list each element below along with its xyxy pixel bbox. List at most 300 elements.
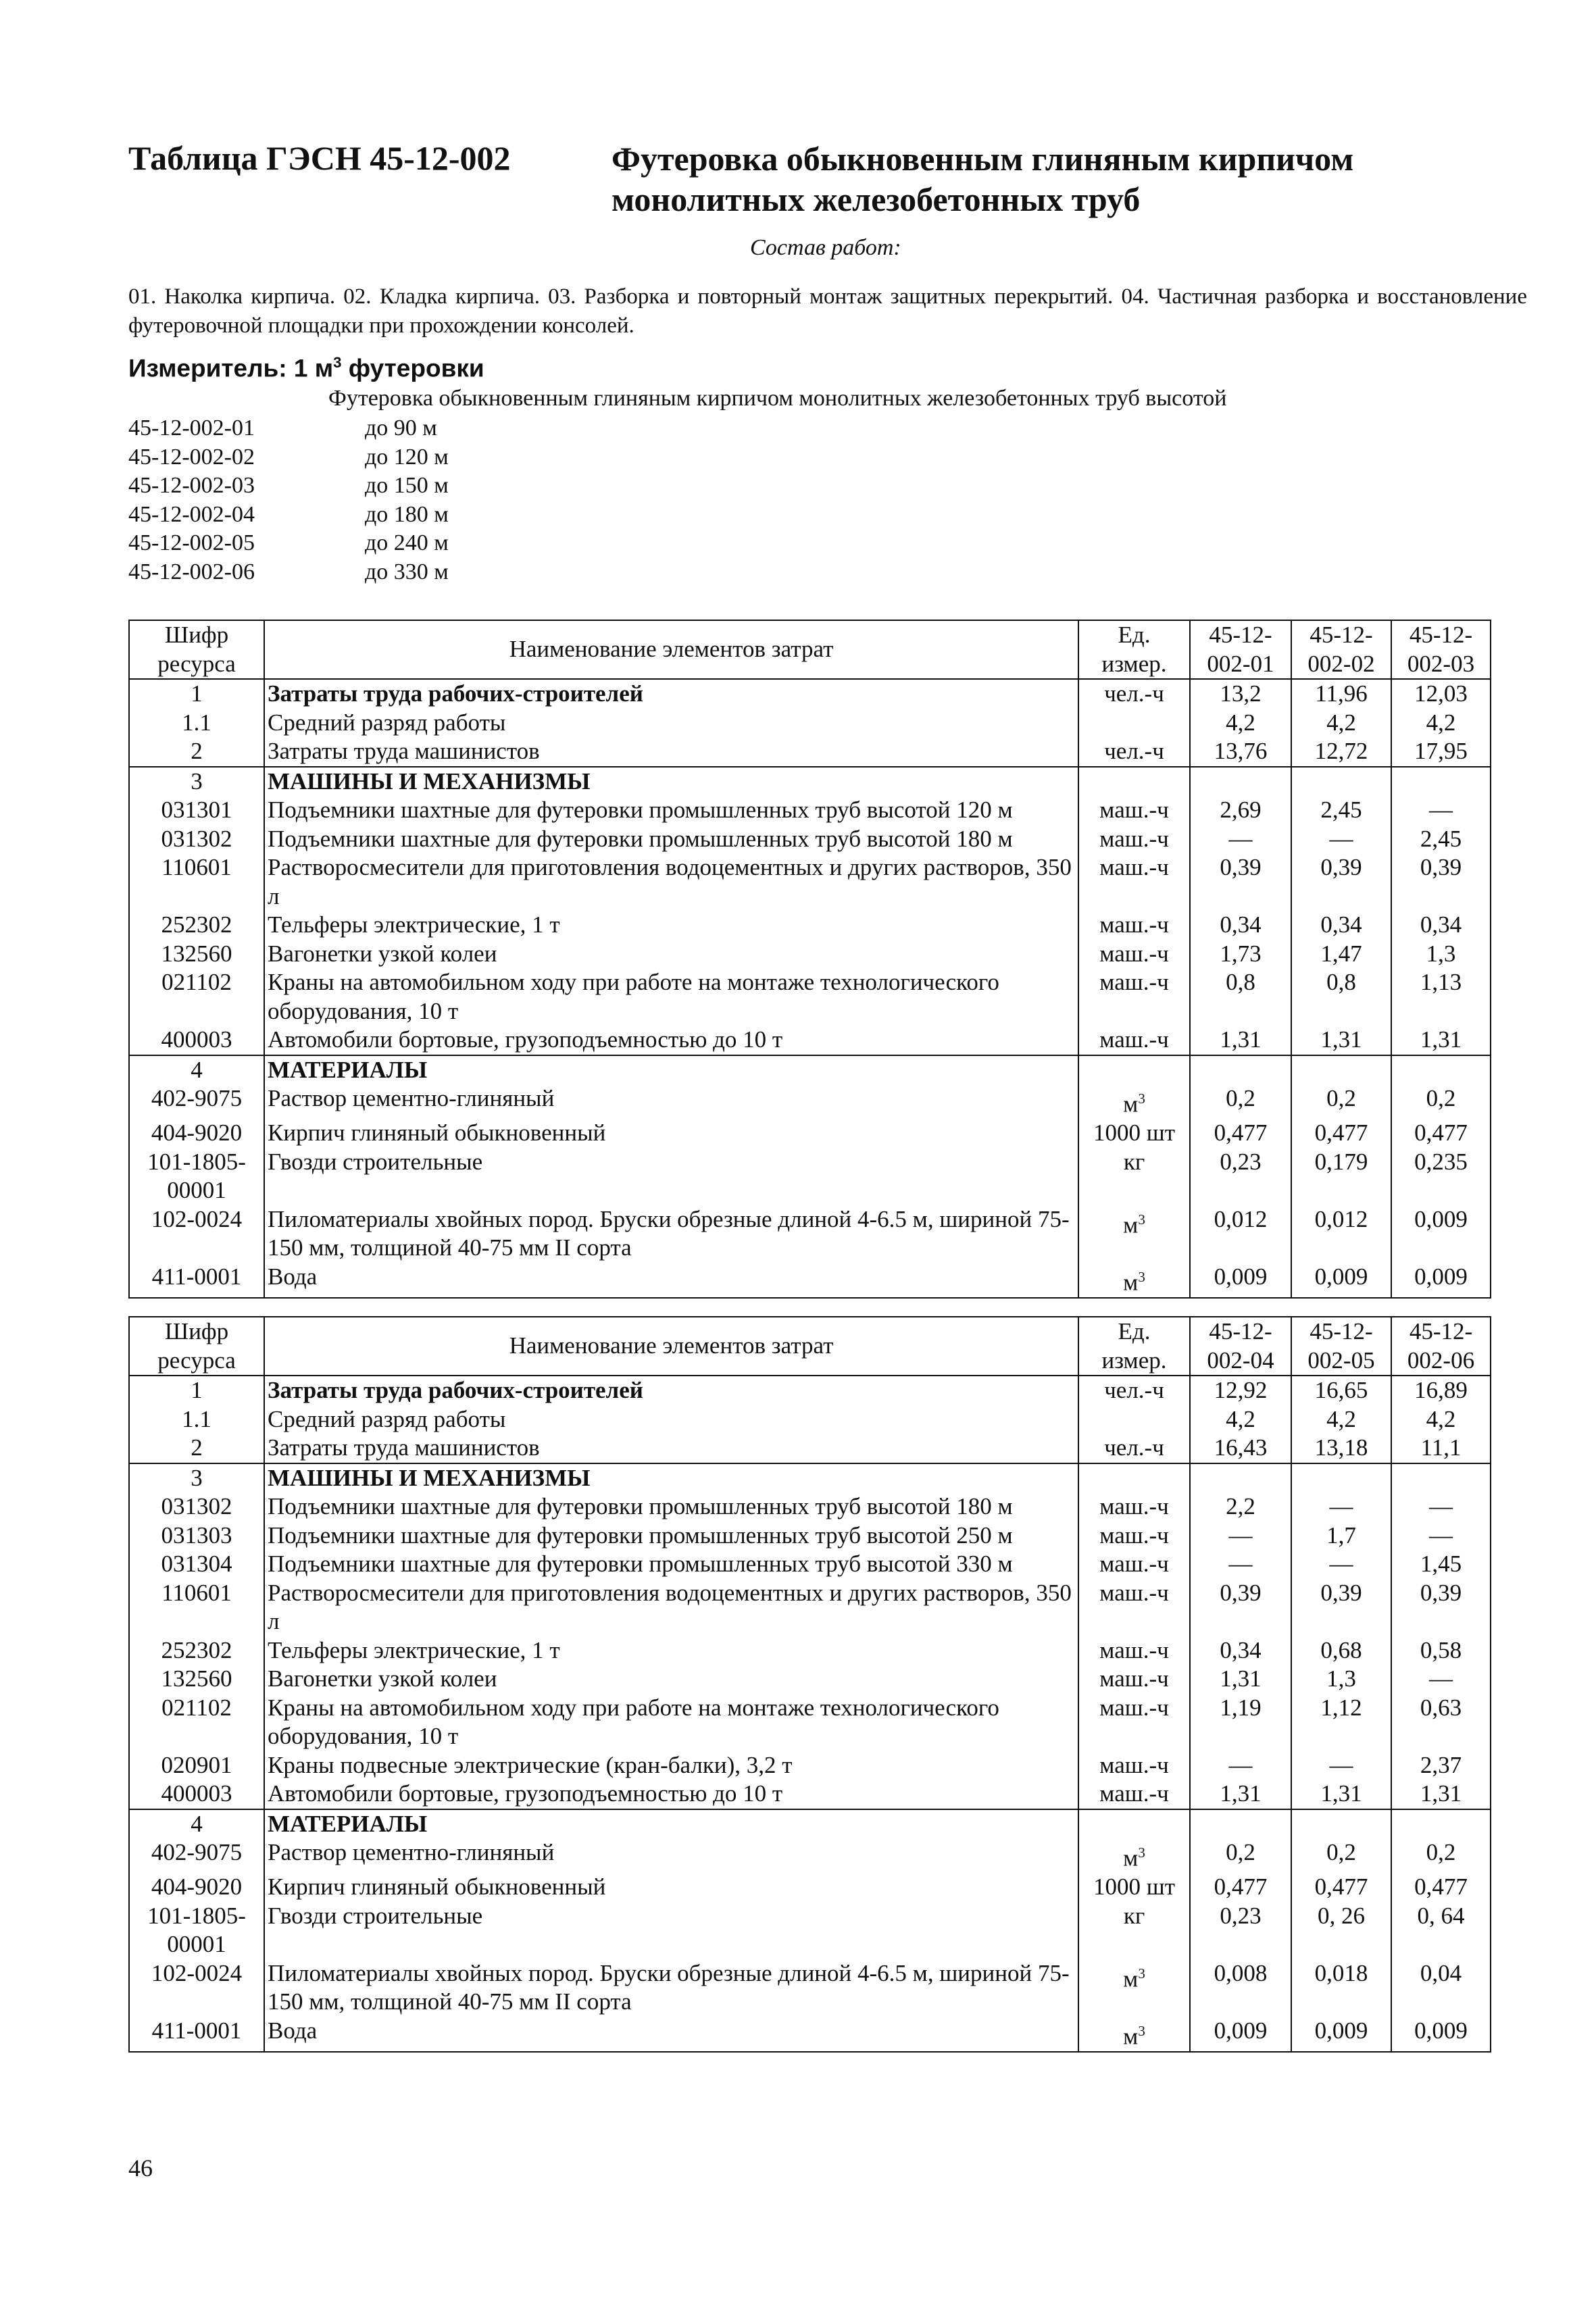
- table-row: [129, 1665, 1491, 1694]
- norm-value: [1391, 1463, 1491, 1493]
- resource-unit: [1078, 1263, 1190, 1298]
- norm-value: 0,009: [1391, 2017, 1491, 2052]
- resource-code: 031303: [129, 1521, 264, 1551]
- unit-text: 1000 шт: [1093, 1120, 1175, 1147]
- norm-value: 0,477: [1391, 1873, 1491, 1902]
- norm-value: 0,009: [1291, 2017, 1391, 2052]
- unit-text: маш.-ч: [1099, 1636, 1169, 1663]
- norm-code: 45-12-002-01: [128, 416, 255, 441]
- work-composition-label: Состав работ:: [750, 235, 901, 260]
- resource-code: 3: [129, 1463, 264, 1493]
- resource-code: 404-9020: [129, 1873, 264, 1902]
- resource-code: 132560: [129, 940, 264, 969]
- norm-value: 4,2: [1291, 1405, 1391, 1434]
- norm-value: 13,2: [1190, 679, 1291, 709]
- header-norm-code: [1391, 620, 1491, 679]
- norm-value: 1,31: [1391, 1780, 1491, 1809]
- norm-code: 45-12-002-02: [128, 444, 255, 470]
- norm-value: 0,8: [1190, 968, 1291, 1026]
- title-line-1: Футеровка обыкновенным глиняным кирпичом: [612, 140, 1354, 178]
- unit-text: маш.-ч: [1099, 1551, 1169, 1577]
- table-row: [129, 1434, 1491, 1463]
- norm-value: 1,3: [1391, 940, 1491, 969]
- norm-value: 4,2: [1190, 709, 1291, 738]
- header-norm-code: [1190, 620, 1291, 679]
- table-header-row: [129, 620, 1491, 679]
- resource-code: 021102: [129, 968, 264, 1026]
- unit-text: маш.-ч: [1099, 969, 1169, 995]
- table-row: [129, 1463, 1491, 1493]
- table-row: [129, 1636, 1491, 1665]
- unit-text: чел.-ч: [1104, 738, 1164, 764]
- norms-list: [128, 414, 449, 586]
- table-row: [129, 911, 1491, 940]
- norm-code: 45-12-002-05: [128, 530, 255, 555]
- unit-text: маш.-ч: [1099, 1579, 1169, 1606]
- norm-value: —: [1391, 796, 1491, 825]
- norm-value: 1,45: [1391, 1550, 1491, 1579]
- norm-value: 1,31: [1391, 1026, 1491, 1055]
- resource-code: 1: [129, 679, 264, 709]
- unit-text: м: [1123, 1269, 1139, 1296]
- norm-value: 0,2: [1291, 1084, 1391, 1119]
- norm-value: 17,95: [1391, 737, 1491, 767]
- resource-unit: [1078, 940, 1190, 969]
- resource-name: Тельферы электрические, 1 т: [264, 911, 1078, 940]
- norm-height: до 180 м: [365, 501, 449, 527]
- norm-value: —: [1190, 1550, 1291, 1579]
- norm-value: —: [1291, 825, 1391, 854]
- norm-value: 0,39: [1391, 853, 1491, 911]
- resource-unit: [1078, 853, 1190, 911]
- resource-name: Подъемники шахтные для футеровки промышленных труб высотой 250 м: [264, 1521, 1078, 1551]
- header-line: 002-04: [1207, 1347, 1274, 1374]
- resource-unit: [1078, 1376, 1190, 1405]
- table-row: [129, 737, 1491, 767]
- header-line: 002-05: [1307, 1347, 1375, 1374]
- table-row: [129, 1026, 1491, 1055]
- resource-code: 400003: [129, 1026, 264, 1055]
- resource-code: 4: [129, 1809, 264, 1839]
- unit-text: маш.-ч: [1099, 1521, 1169, 1549]
- resource-code: 411-0001: [129, 2017, 264, 2052]
- norm-value: 13,76: [1190, 737, 1291, 767]
- unit-sup: 3: [1138, 1844, 1145, 1861]
- resource-code: 102-0024: [129, 1205, 264, 1263]
- norm-value: 0,39: [1190, 1579, 1291, 1636]
- unit-text: маш.-ч: [1099, 1665, 1169, 1692]
- resource-unit: [1078, 911, 1190, 940]
- resource-code: 031302: [129, 1492, 264, 1521]
- resource-name: МАШИНЫ И МЕХАНИЗМЫ: [264, 1463, 1078, 1493]
- norm-value: 12,92: [1190, 1376, 1291, 1405]
- resource-name: Подъемники шахтные для футеровки промышленных труб высотой 180 м: [264, 825, 1078, 854]
- table-header-row: [129, 1317, 1491, 1376]
- resource-code: 110601: [129, 1579, 264, 1636]
- table-row: [129, 1780, 1491, 1809]
- table-title: [612, 139, 1353, 220]
- unit-text: м: [1123, 1090, 1139, 1117]
- resource-code: 2: [129, 737, 264, 767]
- resource-name: Автомобили бортовые, грузоподъемностью до 10 т: [264, 1026, 1078, 1055]
- unit-text: маш.-ч: [1099, 1694, 1169, 1721]
- norm-code: 45-12-002-06: [128, 559, 255, 584]
- resource-name: Средний разряд работы: [264, 1405, 1078, 1434]
- header-code: [129, 620, 264, 679]
- norm-value: 1,7: [1291, 1521, 1391, 1551]
- norm-row: [128, 472, 449, 501]
- unit-text: маш.-ч: [1099, 854, 1169, 880]
- resource-code: 252302: [129, 911, 264, 940]
- header-line: ресурса: [157, 650, 236, 677]
- page-number: 46: [128, 2155, 153, 2182]
- resource-unit: [1078, 1959, 1190, 2017]
- resource-code: 102-0024: [129, 1959, 264, 2017]
- resource-code: 021102: [129, 1694, 264, 1751]
- unit-text: чел.-ч: [1104, 680, 1164, 707]
- norm-value: 0,179: [1291, 1148, 1391, 1205]
- resource-name: Затраты труда машинистов: [264, 737, 1078, 767]
- resource-name: Подъемники шахтные для футеровки промышленных труб высотой 120 м: [264, 796, 1078, 825]
- unit-text: маш.-ч: [1099, 911, 1169, 938]
- norm-value: 0,34: [1190, 1636, 1291, 1665]
- norm-value: 0,8: [1291, 968, 1391, 1026]
- norm-value: —: [1190, 1521, 1291, 1551]
- norm-value: 2,69: [1190, 796, 1291, 825]
- norm-value: 13,18: [1291, 1434, 1391, 1463]
- unit-sup: 3: [1138, 1268, 1145, 1285]
- resource-name: Автомобили бортовые, грузоподъемностью до 10 т: [264, 1780, 1078, 1809]
- resource-name: Вагонетки узкой колеи: [264, 940, 1078, 969]
- unit-sup: 3: [1138, 1211, 1145, 1228]
- norm-value: 0,2: [1291, 1838, 1391, 1873]
- meter-suffix: футеровки: [341, 354, 484, 382]
- table-row: [129, 1838, 1491, 1873]
- norm-value: 1,19: [1190, 1694, 1291, 1751]
- header-norm-code: [1391, 1317, 1491, 1376]
- header-line: измер.: [1101, 650, 1167, 677]
- norm-value: 4,2: [1190, 1405, 1291, 1434]
- table-row: [129, 1959, 1491, 2017]
- resource-code: 404-9020: [129, 1119, 264, 1148]
- meter-label: [128, 354, 484, 382]
- unit-text: м: [1123, 1844, 1139, 1871]
- resource-unit: [1078, 1463, 1190, 1493]
- norm-value: 0,34: [1391, 911, 1491, 940]
- norm-row: [128, 501, 449, 530]
- resource-name: Краны на автомобильном ходу при работе на монтаже технологического оборудования, 10 т: [264, 1694, 1078, 1751]
- norm-value: 1,31: [1291, 1026, 1391, 1055]
- norm-value: —: [1190, 1751, 1291, 1780]
- norm-value: 4,2: [1391, 1405, 1491, 1434]
- resource-unit: [1078, 825, 1190, 854]
- norm-value: [1190, 1463, 1291, 1493]
- resource-unit: [1078, 1636, 1190, 1665]
- norm-value: —: [1291, 1492, 1391, 1521]
- norm-value: 1,13: [1391, 968, 1491, 1026]
- resource-code: 031302: [129, 825, 264, 854]
- unit-text: чел.-ч: [1104, 1434, 1164, 1461]
- resource-code: 110601: [129, 853, 264, 911]
- norm-value: [1391, 1055, 1491, 1085]
- norm-value: [1291, 767, 1391, 797]
- norm-value: 0,009: [1391, 1263, 1491, 1298]
- resource-unit: [1078, 1434, 1190, 1463]
- table-row: [129, 968, 1491, 1026]
- norm-value: 0,58: [1391, 1636, 1491, 1665]
- unit-text: кг: [1123, 1902, 1145, 1929]
- resource-unit: [1078, 1026, 1190, 1055]
- norm-value: 16,43: [1190, 1434, 1291, 1463]
- norm-value: 1,31: [1291, 1780, 1391, 1809]
- unit-text: кг: [1123, 1148, 1145, 1175]
- work-composition-text: 01. Наколка кирпича. 02. Кладка кирпича. 03. Разборка и повторный монтаж защитных перекрытий. 04. Частичная разборка и восстановление футеровочной площадки при прохождении консолей.: [128, 284, 1527, 338]
- table-row: [129, 1263, 1491, 1298]
- header-line: Шифр: [164, 1318, 229, 1344]
- resource-table-2: [128, 1316, 1491, 2053]
- resource-code: 1.1: [129, 709, 264, 738]
- resource-unit: [1078, 1838, 1190, 1873]
- norm-value: 2,37: [1391, 1751, 1491, 1780]
- resource-name: Раствор цементно-глиняный: [264, 1084, 1078, 1119]
- norm-value: 0,235: [1391, 1148, 1491, 1205]
- table-row: [129, 1873, 1491, 1902]
- norm-value: —: [1391, 1521, 1491, 1551]
- resource-unit: [1078, 1055, 1190, 1085]
- header-norm-code: [1291, 620, 1391, 679]
- unit-text: маш.-ч: [1099, 940, 1169, 967]
- unit-text: маш.-ч: [1099, 825, 1169, 852]
- norm-value: —: [1391, 1492, 1491, 1521]
- table-code: Таблица ГЭСН 45-12-002: [128, 139, 511, 177]
- resource-code: 4: [129, 1055, 264, 1085]
- meter-sup: 3: [333, 354, 342, 371]
- norm-value: 0,39: [1291, 853, 1391, 911]
- table-row: [129, 1055, 1491, 1085]
- table-row: [129, 825, 1491, 854]
- norm-height: до 90 м: [365, 416, 437, 441]
- resource-code: 1.1: [129, 1405, 264, 1434]
- norm-value: 0,39: [1190, 853, 1291, 911]
- norm-value: —: [1291, 1751, 1391, 1780]
- resource-name: Тельферы электрические, 1 т: [264, 1636, 1078, 1665]
- norm-value: 0,68: [1291, 1636, 1391, 1665]
- resource-unit: [1078, 1665, 1190, 1694]
- resource-unit: [1078, 709, 1190, 738]
- norm-value: [1291, 1463, 1391, 1493]
- unit-text: маш.-ч: [1099, 1493, 1169, 1519]
- table-row: [129, 1809, 1491, 1839]
- unit-text: чел.-ч: [1104, 1377, 1164, 1403]
- resource-name: Растворосмесители для приготовления водоцементных и других растворов, 350 л: [264, 1579, 1078, 1636]
- norm-value: 4,2: [1291, 709, 1391, 738]
- unit-sup: 3: [1138, 1090, 1145, 1107]
- norm-value: 0,2: [1391, 1084, 1491, 1119]
- resource-code: 020901: [129, 1751, 264, 1780]
- resource-name: Раствор цементно-глиняный: [264, 1838, 1078, 1873]
- header-line: 002-06: [1407, 1347, 1475, 1374]
- norm-row: [128, 558, 449, 587]
- norm-row: [128, 529, 449, 558]
- resource-name: Вагонетки узкой колеи: [264, 1665, 1078, 1694]
- resource-unit: [1078, 1084, 1190, 1119]
- norms-intro: Футеровка обыкновенным глиняным кирпичом монолитных железобетонных труб высотой: [328, 386, 1227, 411]
- resource-code: 031304: [129, 1550, 264, 1579]
- norm-value: 0,009: [1190, 2017, 1291, 2052]
- resource-unit: [1078, 1694, 1190, 1751]
- norm-code: 45-12-002-03: [128, 473, 255, 498]
- norm-value: 1,31: [1190, 1665, 1291, 1694]
- resource-code: 400003: [129, 1780, 264, 1809]
- resource-code: 3: [129, 767, 264, 797]
- norm-value: [1190, 1055, 1291, 1085]
- table-row: [129, 767, 1491, 797]
- resource-code: 411-0001: [129, 1263, 264, 1298]
- table-row: [129, 679, 1491, 709]
- norm-value: 0,39: [1291, 1579, 1391, 1636]
- norm-value: 0,009: [1391, 1205, 1491, 1263]
- resource-code: 402-9075: [129, 1084, 264, 1119]
- resource-name: Растворосмесители для приготовления водоцементных и других растворов, 350 л: [264, 853, 1078, 911]
- resource-name: Кирпич глиняный обыкновенный: [264, 1873, 1078, 1902]
- resource-name: МАШИНЫ И МЕХАНИЗМЫ: [264, 767, 1078, 797]
- resource-code: 1: [129, 1376, 264, 1405]
- unit-sup: 3: [1138, 2022, 1145, 2039]
- resource-unit: [1078, 1148, 1190, 1205]
- table-row: [129, 1405, 1491, 1434]
- table-row: [129, 796, 1491, 825]
- resource-unit: [1078, 679, 1190, 709]
- norm-height: до 150 м: [365, 473, 449, 498]
- norm-value: 0,2: [1190, 1838, 1291, 1873]
- norm-value: 0,2: [1190, 1084, 1291, 1119]
- norm-value: 0,2: [1391, 1838, 1491, 1873]
- resource-name: МАТЕРИАЛЫ: [264, 1809, 1078, 1839]
- norm-value: 1,31: [1190, 1780, 1291, 1809]
- resource-unit: [1078, 737, 1190, 767]
- table-row: [129, 1550, 1491, 1579]
- norm-value: 0,477: [1190, 1119, 1291, 1148]
- resource-unit: [1078, 1780, 1190, 1809]
- table-row: [129, 1521, 1491, 1551]
- norm-value: 0,63: [1391, 1694, 1491, 1751]
- resource-code: 132560: [129, 1665, 264, 1694]
- header-line: 45-12-: [1310, 622, 1373, 648]
- header-line: 45-12-: [1209, 1318, 1272, 1344]
- norm-value: 0,23: [1190, 1148, 1291, 1205]
- unit-text: маш.-ч: [1099, 1026, 1169, 1053]
- norm-value: 0,477: [1190, 1873, 1291, 1902]
- norm-value: 2,45: [1391, 825, 1491, 854]
- resource-unit: [1078, 968, 1190, 1026]
- header-line: 45-12-: [1409, 622, 1473, 648]
- header-name: Наименование элементов затрат: [264, 1317, 1078, 1376]
- resource-name: Средний разряд работы: [264, 709, 1078, 738]
- unit-text: м: [1123, 1965, 1139, 1992]
- resource-name: Краны подвесные электрические (кран-балки), 3,2 т: [264, 1751, 1078, 1780]
- norm-value: 0,012: [1190, 1205, 1291, 1263]
- norm-value: 12,72: [1291, 737, 1391, 767]
- norm-value: [1190, 767, 1291, 797]
- table-row: [129, 2017, 1491, 2052]
- norm-value: 16,65: [1291, 1376, 1391, 1405]
- resource-unit: [1078, 1579, 1190, 1636]
- resource-name: Подъемники шахтные для футеровки промышленных труб высотой 180 м: [264, 1492, 1078, 1521]
- resource-unit: [1078, 1521, 1190, 1551]
- resource-code: 101-1805-00001: [129, 1902, 264, 1959]
- meter-text: Измеритель: 1 м: [128, 354, 334, 382]
- table-row: [129, 1902, 1491, 1959]
- norm-value: 1,3: [1291, 1665, 1391, 1694]
- header-line: ресурса: [157, 1347, 236, 1374]
- resource-unit: [1078, 1902, 1190, 1959]
- resource-unit: [1078, 1492, 1190, 1521]
- norm-row: [128, 414, 449, 443]
- resource-unit: [1078, 767, 1190, 797]
- norm-height: до 330 м: [365, 559, 449, 584]
- norm-value: 0,39: [1391, 1579, 1491, 1636]
- table-row: [129, 1694, 1491, 1751]
- norm-value: 0,34: [1190, 911, 1291, 940]
- resource-name: Краны на автомобильном ходу при работе на монтаже технологического оборудования, 10 т: [264, 968, 1078, 1026]
- resource-name: Гвозди строительные: [264, 1148, 1078, 1205]
- resource-code: 2: [129, 1434, 264, 1463]
- header-line: Шифр: [164, 622, 229, 648]
- table-row: [129, 1148, 1491, 1205]
- norm-value: 0,34: [1291, 911, 1391, 940]
- table-row: [129, 1119, 1491, 1148]
- unit-text: маш.-ч: [1099, 1780, 1169, 1807]
- resource-code: 031301: [129, 796, 264, 825]
- norm-value: 0, 26: [1291, 1902, 1391, 1959]
- norm-value: [1190, 1809, 1291, 1839]
- norm-value: 4,2: [1391, 709, 1491, 738]
- resource-unit: [1078, 1873, 1190, 1902]
- norm-value: 0,009: [1190, 1263, 1291, 1298]
- unit-sup: 3: [1138, 1965, 1145, 1982]
- resource-name: Вода: [264, 1263, 1078, 1298]
- header-line: 45-12-: [1209, 622, 1272, 648]
- norm-row: [128, 443, 449, 472]
- resource-name: МАТЕРИАЛЫ: [264, 1055, 1078, 1085]
- norm-value: 0,009: [1291, 1263, 1391, 1298]
- norm-value: 0,04: [1391, 1959, 1491, 2017]
- norm-value: [1291, 1809, 1391, 1839]
- resource-name: Затраты труда рабочих-строителей: [264, 1376, 1078, 1405]
- norm-value: 1,47: [1291, 940, 1391, 969]
- header-unit: [1078, 620, 1190, 679]
- resource-name: Затраты труда машинистов: [264, 1434, 1078, 1463]
- norm-code: 45-12-002-04: [128, 501, 255, 527]
- resource-name: Вода: [264, 2017, 1078, 2052]
- norm-height: до 240 м: [365, 530, 449, 555]
- norm-value: 0, 64: [1391, 1902, 1491, 1959]
- title-line-2: монолитных железобетонных труб: [612, 180, 1141, 218]
- header-line: 002-01: [1207, 650, 1274, 677]
- norm-value: 1,73: [1190, 940, 1291, 969]
- norm-value: [1391, 767, 1491, 797]
- resource-code: 101-1805-00001: [129, 1148, 264, 1205]
- norm-value: 0,012: [1291, 1205, 1391, 1263]
- norm-value: 12,03: [1391, 679, 1491, 709]
- norm-value: —: [1291, 1550, 1391, 1579]
- unit-text: маш.-ч: [1099, 1751, 1169, 1778]
- norm-value: [1291, 1055, 1391, 1085]
- norm-value: 0,477: [1391, 1119, 1491, 1148]
- header-line: 45-12-: [1310, 1318, 1373, 1344]
- resource-unit: [1078, 1205, 1190, 1263]
- resource-unit: [1078, 1550, 1190, 1579]
